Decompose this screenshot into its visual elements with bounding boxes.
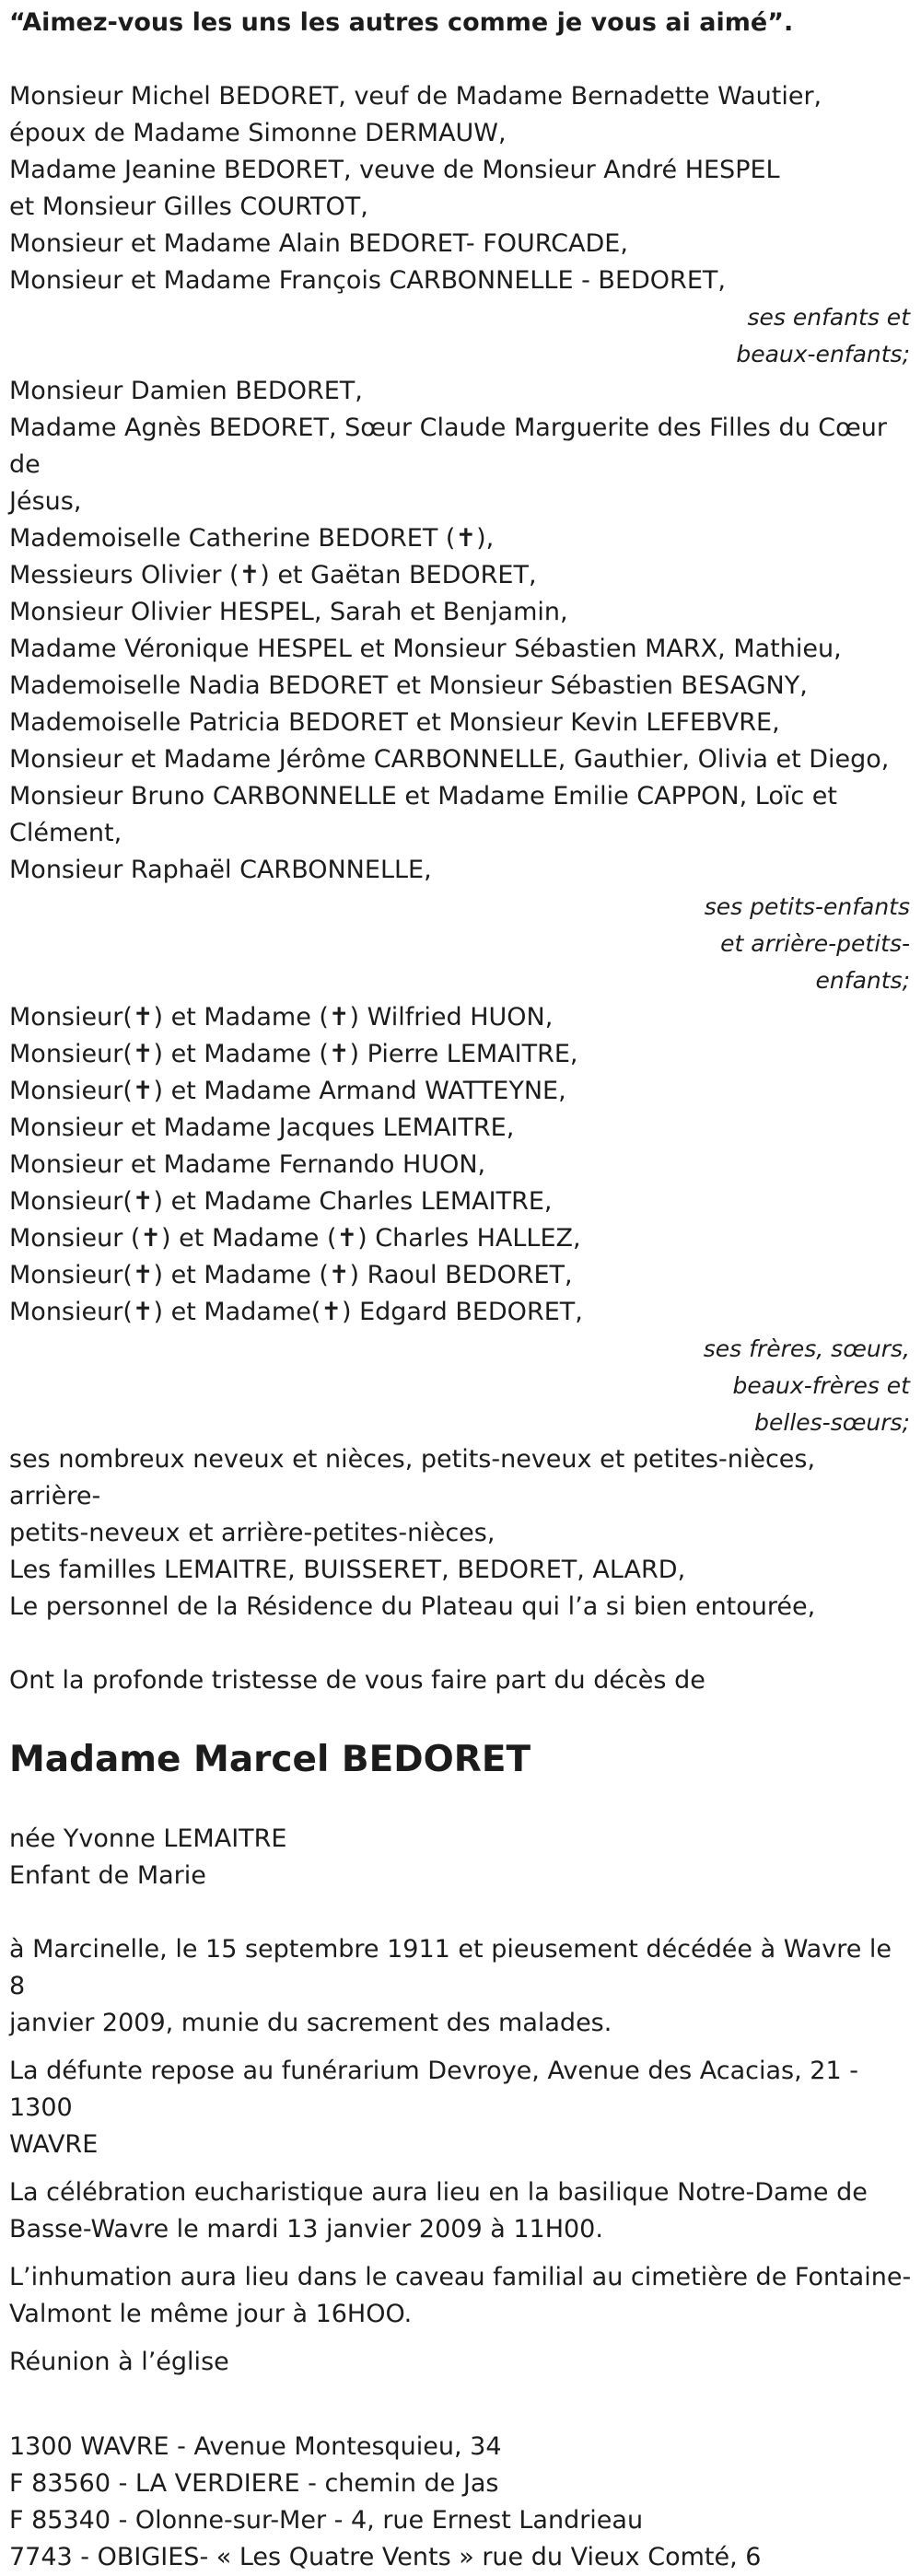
spacer <box>9 1626 912 1662</box>
family-line: Monsieur(✝) et Madame (✝) Pierre LEMAITRE, <box>9 1040 578 1068</box>
family-line: Monsieur(✝) et Madame Armand WATTEYNE, <box>9 1077 566 1105</box>
deceased-details <box>9 1821 912 1894</box>
family-line: Madame Véronique HESPEL et Monsieur Sébastien MARX, Mathieu, <box>9 635 842 663</box>
address-line: F 85340 - Olonne-sur-Mer - 4, rue Ernest Landrieau <box>9 2506 644 2535</box>
family-line: Mademoiselle Nadia BEDORET et Monsieur Sébastien BESAGNY, <box>9 671 808 700</box>
family-line: Messieurs Olivier (✝) et Gaëtan BEDORET, <box>9 561 537 589</box>
paragraph-line: Valmont le même jour à 16HOO. <box>9 2300 413 2328</box>
relationship-label: ses petits-enfants <box>704 893 910 920</box>
family-line: Clément, <box>9 819 122 847</box>
children-group <box>9 78 912 373</box>
grandchildren-group <box>9 373 912 999</box>
family-line: Monsieur Bruno CARBONNELLE et Madame Emilie CAPPON, Loïc et <box>9 782 837 810</box>
relationship-label: beaux-frères et <box>732 1372 910 1399</box>
family-line: Monsieur(✝) et Madame Charles LEMAITRE, <box>9 1187 553 1216</box>
mass-paragraph <box>9 2174 912 2248</box>
paragraph-line: L’inhumation aura lieu dans le caveau familial au cimetière de Fontaine- <box>9 2263 912 2291</box>
paragraph-line: à Marcinelle, le 15 septembre 1911 et pieusement décédée à Wavre le 8 <box>9 1935 892 2000</box>
ceremony-paragraphs <box>9 1931 912 2381</box>
detail-line: Enfant de Marie <box>9 1861 206 1890</box>
family-line: Madame Jeanine BEDORET, veuve de Monsieur André HESPEL <box>9 156 780 184</box>
family-line: Monsieur(✝) et Madame(✝) Edgard BEDORET, <box>9 1298 583 1326</box>
family-line: Mademoiselle Patricia BEDORET et Monsieur Kevin LEFEBVRE, <box>9 708 780 737</box>
family-line: Monsieur et Madame Jérôme CARBONNELLE, Gauthier, Olivia et Diego, <box>9 745 890 774</box>
family-line: Monsieur et Madame Jacques LEMAITRE, <box>9 1113 515 1142</box>
family-line: petits-neveux et arrière-petites-nièces, <box>9 1519 495 1547</box>
paragraph-line: Basse-Wavre le mardi 13 janvier 2009 à 11H00. <box>9 2215 603 2244</box>
family-line: Mademoiselle Catherine BEDORET (✝), <box>9 524 495 553</box>
scripture-quote: “Aimez-vous les uns les autres comme je vous ai aimé”. <box>9 8 794 37</box>
relationship-label: beaux-enfants; <box>736 341 910 367</box>
family-line: Monsieur Raphaël CARBONNELLE, <box>9 856 432 884</box>
family-line: Le personnel de la Résidence du Plateau qui l’a si bien entourée, <box>9 1592 816 1621</box>
announcement: Ont la profonde tristesse de vous faire part du décès de <box>9 1666 705 1695</box>
burial-paragraph <box>9 2259 912 2333</box>
family-line: et Monsieur Gilles COURTOT, <box>9 192 368 221</box>
spacer <box>9 1894 912 1931</box>
family-line: Monsieur Damien BEDORET, <box>9 377 363 405</box>
family-line: ses nombreux neveux et nièces, petits-neveux et petites-nièces, arrière- <box>9 1445 816 1510</box>
address-line: F 83560 - LA VERDIERE - chemin de Jas <box>9 2469 499 2498</box>
siblings-group <box>9 999 912 1441</box>
paragraph-line: WAVRE <box>9 2130 99 2159</box>
extended-family-group <box>9 1441 912 1626</box>
address-line: 1300 WAVRE - Avenue Montesquieu, 34 <box>9 2432 502 2461</box>
detail-line: née Yvonne LEMAITRE <box>9 1824 287 1853</box>
family-line: époux de Madame Simonne DERMAUW, <box>9 119 507 147</box>
spacer <box>9 2392 912 2429</box>
relationship-label: enfants; <box>815 967 910 994</box>
paragraph-line: La célébration eucharistique aura lieu en la basilique Notre-Dame de <box>9 2178 868 2207</box>
family-line: Monsieur et Madame François CARBONNELLE - BEDORET, <box>9 266 726 295</box>
paragraph-line: Réunion à l’église <box>9 2348 229 2376</box>
relationship-label: ses enfants et <box>747 304 910 331</box>
paragraph-line: janvier 2009, munie du sacrement des malades. <box>9 2009 612 2037</box>
family-line: Monsieur(✝) et Madame (✝) Wilfried HUON, <box>9 1003 554 1032</box>
family-line: Monsieur et Madame Fernando HUON, <box>9 1150 486 1179</box>
family-line: Monsieur Michel BEDORET, veuf de Madame Bernadette Wautier, <box>9 82 822 111</box>
reunion-paragraph <box>9 2344 912 2381</box>
address-line: 7743 - OBIGIES- « Les Quatre Vents » rue du Vieux Comté, 6 <box>9 2543 762 2571</box>
relationship-label: belles-sœurs; <box>754 1409 910 1436</box>
family-line: Les familles LEMAITRE, BUISSERET, BEDORET, ALARD, <box>9 1556 686 1584</box>
addresses <box>9 2429 912 2576</box>
relationship-label: ses frères, sœurs, <box>703 1335 910 1362</box>
relationship-label: et arrière-petits- <box>720 930 910 957</box>
family-line: Monsieur et Madame Alain BEDORET- FOURCADE, <box>9 229 628 258</box>
family-line: Monsieur Olivier HESPEL, Sarah et Benjamin, <box>9 598 568 626</box>
family-line: Jésus, <box>9 487 82 516</box>
birth-death-paragraph <box>9 1931 912 2042</box>
paragraph-line: La défunte repose au funérarium Devroye, Avenue des Acacias, 21 - 1300 <box>9 2057 858 2122</box>
funerarium-paragraph <box>9 2053 912 2163</box>
deceased-name: Madame Marcel BEDORET <box>9 1739 531 1780</box>
family-line: Monsieur (✝) et Madame (✝) Charles HALLEZ, <box>9 1224 581 1253</box>
family-line: Madame Agnès BEDORET, Sœur Claude Marguerite des Filles du Cœur de <box>9 414 887 479</box>
family-line: Monsieur(✝) et Madame (✝) Raoul BEDORET, <box>9 1261 573 1289</box>
